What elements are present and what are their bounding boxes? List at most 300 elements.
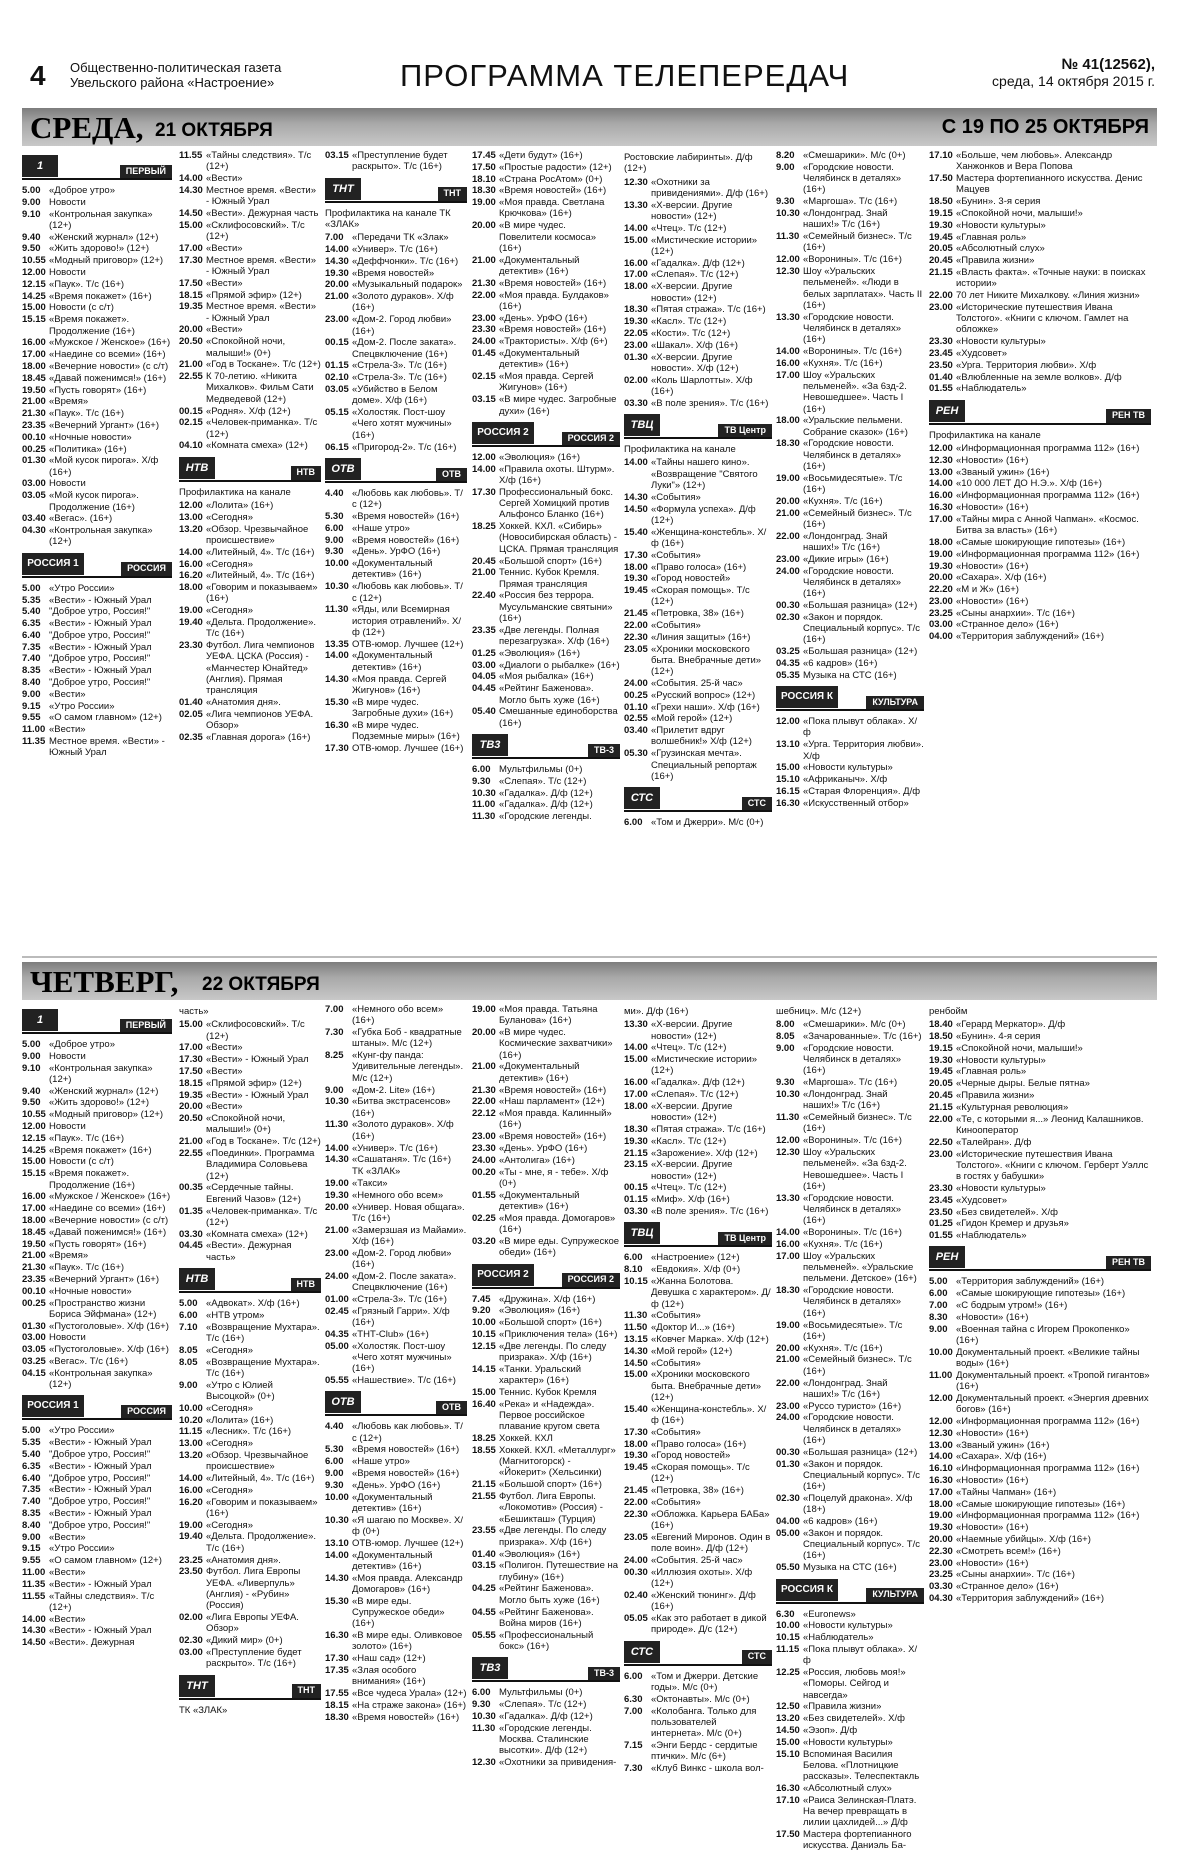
program-entry <box>929 1451 1151 1462</box>
program-entry <box>325 546 467 557</box>
program-title: «Утро России» <box>49 1425 115 1437</box>
channel-header <box>22 1394 172 1420</box>
program-title: «Возвращение Мухтара». Т/с (16+) <box>206 1321 320 1344</box>
program-title: «Семейный бизнес». Т/с (16+) <box>803 1354 912 1377</box>
program-time: 01.40 <box>179 697 203 709</box>
program-time: 6.00 <box>624 817 643 829</box>
program-time: 18.30 <box>624 304 648 316</box>
program-entry <box>624 1089 772 1100</box>
program-entry <box>179 1240 321 1263</box>
schedule-note: ми». Д/ф (16+) <box>624 1006 689 1017</box>
program-entry <box>929 1510 1151 1521</box>
program-entry <box>929 631 1151 642</box>
program-entry <box>325 337 467 360</box>
program-time: 22.00 <box>472 289 496 301</box>
program-title: «Званый ужин» (16+) <box>956 1439 1050 1451</box>
program-entry <box>624 177 772 200</box>
program-time: 6.00 <box>179 1309 198 1321</box>
program-entry <box>179 1357 321 1380</box>
channel-logo: НТВ <box>179 1268 215 1290</box>
program-entry <box>624 223 772 234</box>
program-title: «Большая разница» (12+) <box>803 600 918 612</box>
program-time: 24.00 <box>624 1555 648 1567</box>
program-entry <box>929 348 1151 359</box>
program-time: 01.45 <box>472 348 496 360</box>
program-title: «Человек-приманка». Т/с (12+) <box>206 417 318 440</box>
program-time: 4.40 <box>325 1421 344 1433</box>
program-time: 02.15 <box>179 417 203 429</box>
program-time: 03.40 <box>624 725 648 737</box>
program-entry <box>929 1499 1151 1510</box>
program-title: «События» <box>651 1357 701 1369</box>
program-time: 18.45 <box>22 372 46 384</box>
program-title: «Убийство в Белом доме». Х/ф (16+) <box>352 384 438 407</box>
program-time: 13.30 <box>624 1019 648 1031</box>
channel-name: ТНТ <box>438 187 468 200</box>
program-time: 23.00 <box>776 1400 800 1412</box>
program-time: 05.05 <box>624 1613 648 1625</box>
program-time: 19.30 <box>325 1189 349 1201</box>
program-title: «Преступление будет раскрыто». Т/с (16+) <box>352 150 448 173</box>
program-entry <box>472 394 620 417</box>
channel-logo: РОССИЯ 1 <box>22 553 84 575</box>
program-title: «Самые шокирующие гипотезы» (16+) <box>956 1288 1126 1300</box>
program-time: 23.50 <box>929 359 953 371</box>
program-time: 21.00 <box>325 291 349 303</box>
program-time: 21.55 <box>472 1491 496 1503</box>
program-title: «Пусть говорят» (16+) <box>49 1238 147 1250</box>
program-entry <box>179 220 321 243</box>
program-title: «Модный приговор» (12+) <box>49 255 164 267</box>
channel-header <box>325 177 467 203</box>
program-entry <box>776 312 924 346</box>
program-entry <box>22 1086 172 1097</box>
program-entry <box>776 1147 924 1192</box>
program-entry <box>472 1143 620 1154</box>
program-title: Шоу «Уральских пельменей». «Уральские пельмени. Детское» (16+) <box>803 1250 917 1285</box>
program-time: 18.45 <box>22 1226 46 1238</box>
program-time: 10.30 <box>472 787 496 799</box>
program-title: «Новости» (16+) <box>956 1474 1029 1486</box>
program-entry <box>179 1612 321 1635</box>
program-time: 8.05 <box>179 1344 198 1356</box>
program-entry <box>929 537 1151 548</box>
program-entry <box>929 1218 1151 1229</box>
channel-logo: ТНТ <box>179 1675 215 1697</box>
program-entry <box>22 1356 172 1367</box>
program-time: 17.00 <box>929 513 953 525</box>
channel-header <box>624 786 772 812</box>
program-time: 12.30 <box>624 176 648 188</box>
program-title: «10 000 ЛЕТ ДО Н.Э.». Х/ф (16+) <box>956 478 1102 490</box>
program-entry <box>929 1276 1151 1287</box>
program-title: «Год в Тоскане». Т/с (12+) <box>206 359 321 371</box>
program-entry <box>179 1403 321 1414</box>
schedule-note: часть» <box>179 1006 209 1017</box>
program-time: 02.40 <box>624 1589 648 1601</box>
program-title: «Охотники за привидения- <box>499 1757 617 1769</box>
program-entry <box>472 660 620 671</box>
program-title: «Обзор. Чрезвычайное происшествие» <box>206 523 309 546</box>
program-entry <box>776 438 924 472</box>
day-name: СРЕДА, <box>30 110 144 145</box>
program-entry <box>472 1560 620 1583</box>
program-entry <box>179 524 321 547</box>
program-title: «Человек-приманка». Т/с (12+) <box>206 1205 318 1228</box>
program-entry <box>929 608 1151 619</box>
program-title: «Обложка. Карьера БАБа» (16+) <box>651 1508 770 1532</box>
program-time: 19.30 <box>325 267 349 279</box>
program-title: «Доброе утро» <box>49 185 115 196</box>
program-time: 00.25 <box>624 689 648 701</box>
program-title: «Рейтинг Баженова». Могло быть хуже (16+) <box>499 683 600 706</box>
program-time: 17.30 <box>179 254 203 266</box>
program-entry <box>929 549 1151 560</box>
program-title: «Моя правда. Булдаков» (16+) <box>499 289 609 312</box>
program-title: «Скорая помощь». Т/с (12+) <box>651 585 750 608</box>
program-time: 19.00 <box>179 605 203 617</box>
program-time: 16.00 <box>179 1484 203 1496</box>
program-entry <box>624 1276 772 1310</box>
program-entry <box>325 1271 467 1294</box>
program-time: 6.35 <box>22 1460 41 1472</box>
program-entry <box>179 1229 321 1240</box>
program-time: 04.35 <box>776 658 800 670</box>
program-entry <box>472 1108 620 1131</box>
program-entry <box>929 1324 1151 1347</box>
program-title: Новости (с с/т) <box>49 302 114 314</box>
program-time: 11.30 <box>325 1119 349 1131</box>
program-entry <box>929 208 1151 219</box>
program-entry <box>624 1159 772 1182</box>
program-entry <box>179 1555 321 1566</box>
program-title: «Вести» - Южный Урал <box>49 641 152 653</box>
program-title: «Вести» - Южный Урал <box>49 1484 152 1496</box>
program-entry <box>179 278 321 289</box>
program-title: «Женщина-констебль». Х/ф (16+) <box>651 526 767 549</box>
program-time: 5.00 <box>929 1276 948 1288</box>
program-time: 15.00 <box>179 1019 203 1031</box>
program-time: 22.12 <box>472 1108 496 1120</box>
channel-name: НТВ <box>291 466 322 479</box>
program-title: Мультфильмы (0+) <box>499 763 583 775</box>
program-entry <box>179 417 321 440</box>
channel-header <box>325 1390 467 1416</box>
program-entry <box>22 1262 172 1273</box>
program-title: «Лондонград. Знай наших!» Т/с (16+) <box>803 530 888 554</box>
program-title: «Ковчег Марка». Х/ф (12+) <box>651 1333 769 1345</box>
program-title: «Две легенды. По следу призрака». Х/ф (16+) <box>499 1340 607 1364</box>
program-time: 21.15 <box>472 1479 496 1491</box>
program-entry <box>179 290 321 301</box>
channel-logo: СТС <box>624 1641 660 1663</box>
channel-logo: РОССИЯ 1 <box>22 1395 84 1417</box>
program-title: «Смешарики». М/с (0+) <box>803 150 906 161</box>
program-entry <box>22 1168 172 1191</box>
program-entry <box>776 496 924 507</box>
program-time: 16.20 <box>179 570 203 582</box>
program-entry <box>472 1155 620 1166</box>
program-title: «Октонавты». М/с (0+) <box>651 1693 750 1705</box>
program-time: 23.30 <box>929 1182 953 1194</box>
channel-name: ТНТ <box>292 1684 322 1697</box>
channel-name: РОССИЯ <box>121 562 172 575</box>
program-time: 20.00 <box>472 1027 496 1039</box>
program-entry <box>929 1593 1151 1604</box>
program-title: Теннис. Кубок Кремля. Прямая трансляция <box>499 567 600 590</box>
program-title: «С бодрым утром!» (16+) <box>956 1300 1068 1312</box>
program-title: Шоу «Уральских пельменей». «За 6зд-2. Невошедшее». Часть I (16+) <box>803 1147 907 1192</box>
program-entry <box>22 232 172 243</box>
program-time: 03.40 <box>22 513 46 525</box>
program-time: 11.55 <box>179 150 203 161</box>
program-time: 15.00 <box>624 234 648 246</box>
program-time: 18.00 <box>624 281 648 293</box>
program-entry <box>776 1320 924 1343</box>
program-time: 14.00 <box>624 222 648 234</box>
program-entry <box>179 208 321 219</box>
program-entry <box>776 612 924 646</box>
program-entry <box>22 736 172 759</box>
program-entry <box>472 1583 620 1606</box>
program-entry <box>776 358 924 369</box>
channel-name: ТВ Центр <box>718 424 772 437</box>
program-title: «Дельта. Продолжение». Т/с (16+) <box>206 616 316 640</box>
program-title: «Вести» - Южный Урал <box>49 1625 152 1637</box>
program-time: 6.40 <box>22 1472 41 1484</box>
program-title: «Новости» (16+) <box>956 595 1029 607</box>
program-time: 19.50 <box>22 384 46 396</box>
program-time: 18.15 <box>179 1077 203 1089</box>
program-time: 11.35 <box>22 736 46 748</box>
program-entry <box>776 1193 924 1227</box>
program-time: 19.40 <box>179 1531 203 1543</box>
program-entry <box>22 1625 172 1636</box>
program-entry <box>179 1345 321 1356</box>
program-title: «Золото дураков». Х/ф (16+) <box>352 291 454 314</box>
channel-header <box>624 1221 772 1247</box>
program-title: «Городские новости. Челябинск в деталях» (16+) <box>803 438 901 473</box>
program-entry <box>325 1248 467 1271</box>
program-time: 14.30 <box>325 255 349 267</box>
program-title: «Евгений Миронов. Один в поле воин». Д/ф (12+) <box>651 1531 771 1555</box>
program-time: 18.00 <box>929 536 953 548</box>
program-entry <box>472 788 620 799</box>
program-time: 9.00 <box>22 196 41 208</box>
program-title: «Наше утро» <box>352 1456 410 1468</box>
program-entry <box>22 243 172 254</box>
program-time: 21.45 <box>624 608 648 620</box>
program-title: «В мире чудес. Подземные миры» (16+) <box>352 719 460 743</box>
program-entry <box>776 1749 924 1783</box>
program-entry <box>624 1346 772 1357</box>
program-entry <box>325 1515 467 1538</box>
program-title: «Нашествие». Т/с (16+) <box>352 1375 456 1386</box>
program-title: «Воронины». Т/с (16+) <box>803 1227 902 1239</box>
program-title: «Городские новости. Челябинск в деталях» (16+) <box>803 161 901 196</box>
program-entry <box>325 1329 467 1340</box>
program-title: Шоу «Уральских пельменей». «За 6зд-2. Невошедшее». Часть I (16+) <box>803 369 907 415</box>
program-time: 9.50 <box>22 243 41 255</box>
program-entry <box>776 1227 924 1238</box>
program-entry <box>929 1546 1151 1557</box>
program-entry <box>929 572 1151 583</box>
program-title: «Кунг-фу панда: Удивительные легенды». М/с (12+) <box>352 1050 464 1084</box>
program-title: «Правила жизни» <box>803 1701 882 1713</box>
program-time: 8.35 <box>22 665 41 677</box>
program-entry <box>325 720 467 743</box>
program-time: 22.55 <box>179 1148 203 1160</box>
program-entry <box>776 1783 924 1794</box>
program-title: «Полигон. Путешествие на глубину» (16+) <box>499 1560 619 1583</box>
program-entry <box>929 196 1151 207</box>
program-entry <box>472 1433 620 1444</box>
program-title: «Тайны следствия». Т/с (12+) <box>206 150 312 173</box>
program-time: 12.15 <box>22 1132 46 1144</box>
program-entry <box>472 1387 620 1398</box>
program-title: «Лига чемпионов УЕФА. Обзор» <box>206 708 314 732</box>
program-title: «Наемные убийцы». Х/ф (16+) <box>956 1533 1091 1545</box>
program-time: 23.50 <box>179 1566 203 1578</box>
program-time: 12.00 <box>776 716 800 728</box>
program-title: «Прямой эфир» (12+) <box>206 289 302 301</box>
program-title: «Спокойной ночи, малыши!» (0+) <box>206 336 286 359</box>
program-time: 23.50 <box>929 1206 953 1218</box>
program-entry <box>776 150 924 161</box>
program-time: 6.30 <box>776 1608 795 1620</box>
program-entry <box>325 1341 467 1375</box>
program-time: 00.30 <box>776 1446 800 1458</box>
program-entry <box>776 415 924 438</box>
program-time: 22.30 <box>929 1545 953 1557</box>
program-entry <box>22 349 172 360</box>
program-title: «Время покажет». Продолжение (16+) <box>49 314 135 337</box>
program-entry <box>325 743 467 754</box>
program-title: «Информационная программа 112» (16+) <box>956 1510 1140 1522</box>
program-time: 00.15 <box>179 405 203 417</box>
program-entry <box>624 1509 772 1532</box>
program-time: 22.00 <box>929 1113 953 1125</box>
program-time: 11.15 <box>776 1643 800 1655</box>
program-entry <box>22 1368 172 1391</box>
program-title: «НТВ утром» <box>206 1309 265 1321</box>
program-time: 5.35 <box>22 594 41 606</box>
program-entry <box>929 290 1151 301</box>
program-entry <box>472 1305 620 1316</box>
program-time: 15.15 <box>22 314 46 326</box>
program-time: 19.15 <box>929 1042 953 1054</box>
program-time: 7.00 <box>624 1705 643 1717</box>
channel-header <box>179 1674 321 1700</box>
program-title: «Х-версии. Другие новости». Х/ф (12+) <box>651 351 739 374</box>
program-title: «Маргоша». Т/с (16+) <box>803 196 898 208</box>
program-title: Новости <box>49 267 86 279</box>
program-title: Шоу «Уральских пельменей». «Люди в белых зарплатах». Часть II (16+) <box>803 265 923 311</box>
program-time: 12.00 <box>179 500 203 512</box>
program-title: «Женский тюнинг». Д/ф (16+) <box>651 1589 756 1613</box>
program-time: 15.00 <box>776 762 800 774</box>
program-title: «События» <box>651 1310 701 1322</box>
program-time: 04.55 <box>472 1606 496 1618</box>
program-title: «Профессиональный бокс» (16+) <box>499 1629 594 1652</box>
program-title: «Раиса Зелинская-Платэ. На вечер превращать в лилии цахлидей...» Д/ф <box>803 1794 917 1829</box>
program-title: Профессиональный бокс. Сергей Хомицкий против Альфонсо Бланко (16+) <box>499 486 614 521</box>
program-entry <box>776 266 924 311</box>
program-time: 5.30 <box>325 510 344 522</box>
program-entry <box>22 653 172 664</box>
program-entry <box>929 619 1151 630</box>
program-title: «Городские легенды. <box>499 811 592 823</box>
program-time: 10.20 <box>179 1414 203 1426</box>
program-time: 01.55 <box>472 1189 496 1201</box>
program-entry <box>472 1294 620 1305</box>
program-time: 03.30 <box>929 1581 953 1593</box>
program-time: 23.00 <box>325 314 349 326</box>
program-entry <box>179 1426 321 1437</box>
program-title: «Лондонград. Знай наших!» Т/с (16+) <box>803 1089 888 1112</box>
program-title: «Лолита» (16+) <box>206 500 274 512</box>
program-title: Новости <box>49 478 86 490</box>
program-title: «Родня». Х/ф (12+) <box>206 405 291 417</box>
program-entry <box>22 1191 172 1202</box>
program-title: «Кухня». Т/с (16+) <box>803 495 883 507</box>
program-entry <box>624 375 772 398</box>
program-entry <box>929 1416 1151 1427</box>
schedule-column <box>624 150 772 950</box>
program-title: «Две легенды. Полная перезагрузка». Х/ф (16+) <box>499 624 610 648</box>
program-entry <box>929 243 1151 254</box>
program-entry <box>179 1298 321 1309</box>
program-entry <box>179 1380 321 1403</box>
program-title: «Время новостей» (16+) <box>499 1131 607 1143</box>
program-time: 01.30 <box>22 455 46 467</box>
program-time: 04.00 <box>929 631 953 643</box>
program-title: «Комната смеха» (12+) <box>206 440 308 452</box>
program-title: «Х-версии. Другие новости» (12+) <box>651 1100 733 1124</box>
program-entry <box>179 406 321 417</box>
program-entry <box>929 467 1151 478</box>
program-entry <box>776 1031 924 1042</box>
program-time: 8.30 <box>929 1311 948 1323</box>
program-time: 19.50 <box>22 1238 46 1250</box>
program-entry <box>624 817 772 828</box>
program-entry <box>22 1286 172 1297</box>
program-time: 23.30 <box>472 324 496 336</box>
program-time: 5.00 <box>22 1425 41 1437</box>
program-time: 6.00 <box>929 1288 948 1300</box>
issue-info: № 41(12562), среда, 14 октября 2015 г. <box>992 56 1155 89</box>
program-title: «Искусственный отбор» <box>803 797 909 809</box>
program-title: «Урга. Территория любви». Х/ф <box>956 359 1097 371</box>
channel-name: ТВ-3 <box>588 1667 620 1680</box>
program-title: «События. 25-й час» <box>651 677 743 689</box>
program-time: 15.40 <box>624 1403 648 1415</box>
program-entry <box>22 337 172 348</box>
program-entry <box>776 1528 924 1562</box>
schedule-note: ТК «ЗЛАК» <box>179 1704 228 1716</box>
program-title: Новости <box>49 1332 86 1344</box>
channel-name: ОТВ <box>436 1401 467 1414</box>
program-entry <box>624 585 772 608</box>
program-title: «Территория заблуждений» (16+) <box>956 631 1105 643</box>
program-entry <box>929 1055 1151 1066</box>
program-title: «В мире чудес. Загробные духи» (16+) <box>352 696 454 719</box>
program-entry <box>179 582 321 605</box>
program-title: «Наблюдатель» <box>956 383 1027 395</box>
program-time: 4.40 <box>325 487 344 499</box>
program-time: 18.25 <box>472 1433 496 1445</box>
program-time: 20.00 <box>179 1101 203 1113</box>
